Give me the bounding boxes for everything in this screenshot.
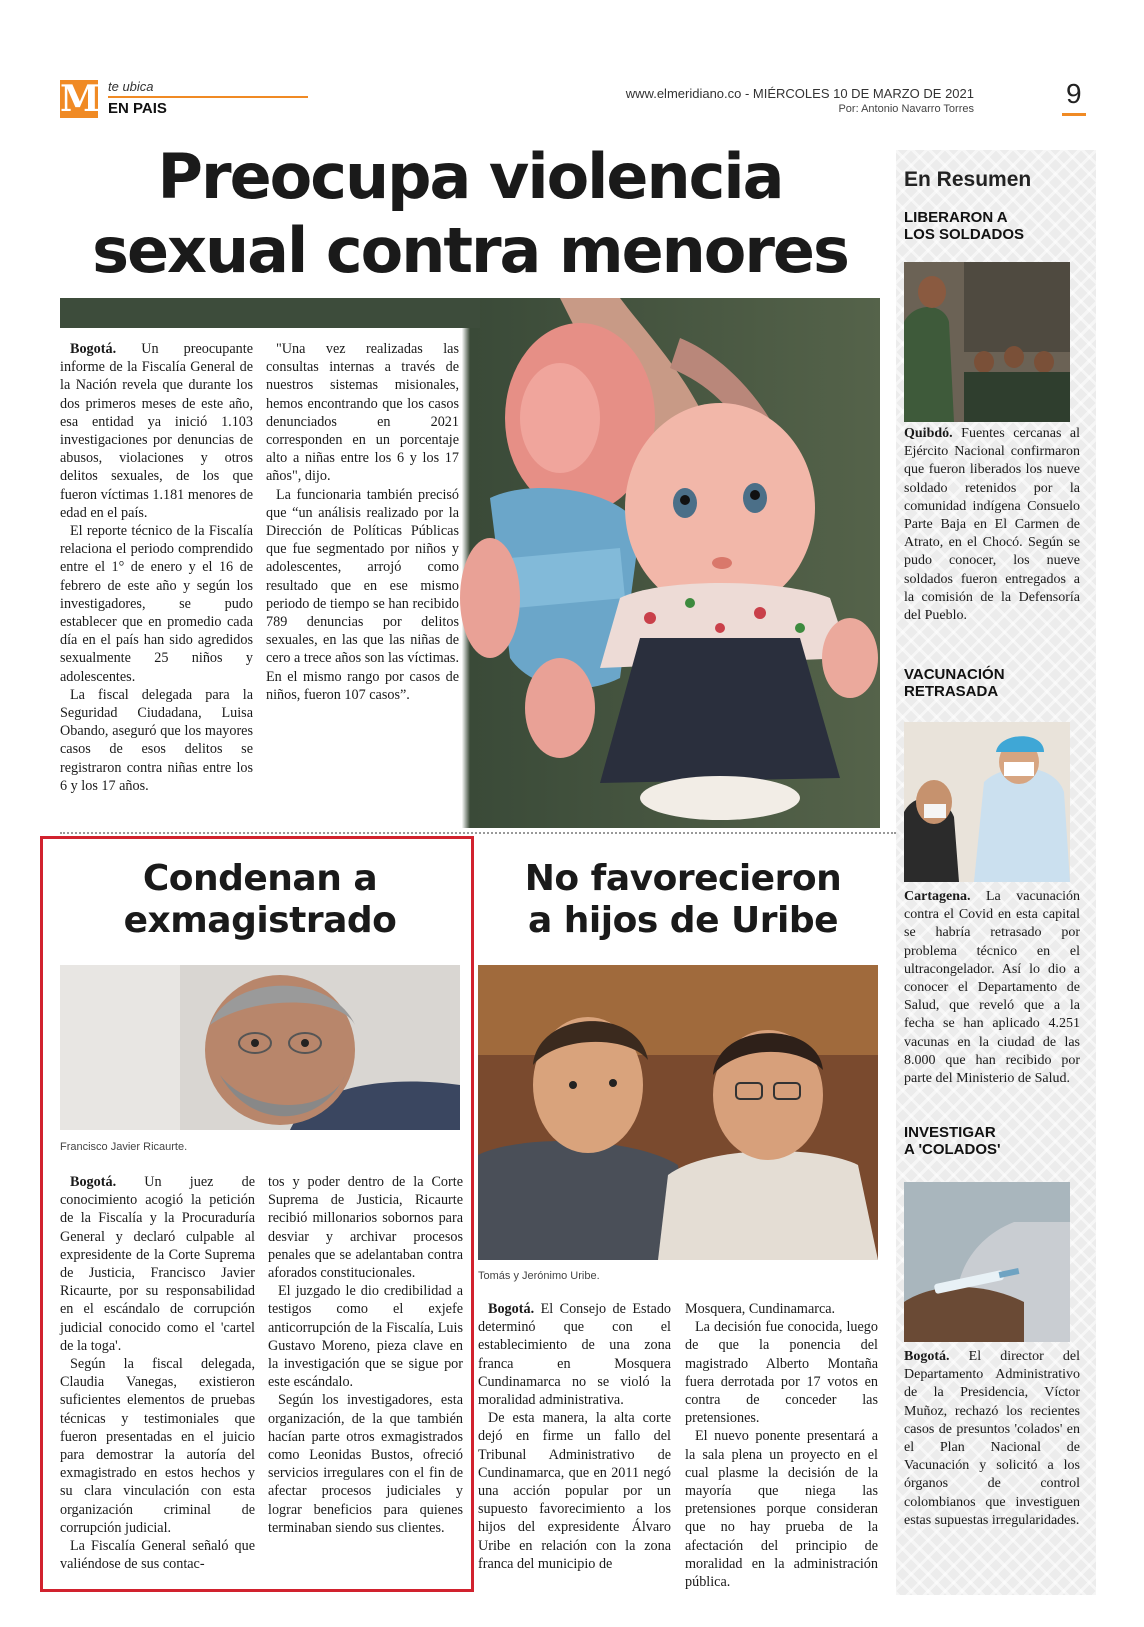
paragraph: tos y poder dentro de la Corte Suprema de Justicia, Ricaurte recibió millonarios sobornos para desviar y archivar procesos penales que se adelantaban contra aforados constitucionales. <box>268 1174 463 1282</box>
left-story-column-1 <box>60 1173 255 1573</box>
paragraph: El reporte técnico de la Fiscalía relaciona el periodo comprendido entre el 1° de enero y el 16 de febrero de este año y según los investigadores, se pudo establecer que en promedio cada día en el país han sido agredidos sexualmente 25 niños y adolescentes. <box>60 523 253 685</box>
left-story-column-2 <box>268 1173 463 1537</box>
section-divider <box>60 832 896 834</box>
dateline-place: Bogotá. <box>904 1349 950 1364</box>
left-headline-line1: Condenan a <box>142 858 378 899</box>
dateline-place: Quibdó. <box>904 426 953 441</box>
right-headline-line2: a hijos de Uribe <box>527 900 839 941</box>
paragraph: De esta manera, la alta corte dejó en firme un fallo del Tribunal Administrativo de Cundinamarca, que en 2011 negó una acción popular por un supuesto favorecimiento a los hijos del expresidente Álvaro Uribe en relación con la zona franca del municipio de <box>478 1410 671 1572</box>
uribe-sons-photo <box>478 965 878 1260</box>
heading-line: RETRASADA <box>904 683 999 700</box>
judge-photo <box>60 965 460 1130</box>
heading-line: LOS SOLDADOS <box>904 226 1025 243</box>
soldiers-photo <box>904 262 1070 422</box>
dateline-place: Bogotá. <box>70 1174 117 1190</box>
right-story-headline <box>478 858 888 942</box>
dateline-place: Cartagena. <box>904 889 971 904</box>
right-headline-line1: No favorecieron <box>524 858 842 899</box>
dateline-place: Bogotá. <box>488 1301 535 1317</box>
paragraph-text: El Consejo de Estado determinó que con el establecimiento de una zona franca en Mosquera Cundinamarca no se violó la moralidad administrativa. <box>478 1301 672 1409</box>
heading-line: LIBERARON A <box>904 209 1008 226</box>
sidebar-item-heading <box>904 1124 1001 1158</box>
sidebar-title: En Resumen <box>904 168 1032 191</box>
heading-line: VACUNACIÓN <box>904 666 1005 683</box>
paragraph <box>60 340 253 522</box>
paragraph: El juzgado le dio credibilidad a testigos como el exjefe anticorrupción de la Fiscalía, Luis Gustavo Moreno, pieza clave en la investigación que se sigue por este escándalo. <box>268 1283 463 1391</box>
sidebar-item-text <box>904 1348 1080 1530</box>
main-story-column-1 <box>60 340 253 795</box>
section-kicker: te ubica <box>108 79 154 94</box>
paragraph-text: Un preocupante informe de la Fiscalía General de la Nación revela que durante los dos primeros meses de este año, esa entidad ya inició 1.103 investigaciones por denuncias de abusos, violaciones y otros delitos sexuales, de los que fueron víctimas 1.181 menores de edad en el país. <box>60 341 253 521</box>
paragraph: "Una vez realizadas las consultas internas a través de nuestros sistemas misionales, hemos encontrando que los casos denunciados en 2021 corresponden en un porcentaje alto a niñas entre los 6 y los 17 años", dijo. <box>266 341 459 485</box>
page-number: 9 <box>1066 78 1082 109</box>
dateline: www.elmeridiano.co - MIÉRCOLES 10 DE MARZO DE 2021 <box>625 86 974 101</box>
left-headline-line2: exmagistrado <box>123 900 397 941</box>
main-headline <box>60 140 880 288</box>
main-headline-line2: sexual contra menores <box>92 214 848 287</box>
paragraph-text: La vacunación contra el Covid en esta capital se habría retrasado por problema técnico en el ultracongelador. Así lo dio a conocer el Departamento de Salud, que reveló que a la fecha se han aplicado 4.251 vacunas en la ciudad de las 8.000 que han recibido por parte del Ministerio de Salud. <box>904 889 1081 1087</box>
paragraph <box>60 1173 255 1355</box>
left-story-headline <box>60 858 460 942</box>
paragraph: La fiscal delegada para la Seguridad Ciudadana, Luisa Obando, aseguró que los mayores casos de esos delitos se registraron contra niñas entre los 6 y los 17 años. <box>60 686 253 794</box>
main-story-column-2 <box>266 340 459 704</box>
paragraph <box>478 1300 671 1409</box>
paragraph: Según los investigadores, esta organización, de la que también hacían parte otros exmagistrados como Leonidas Bustos, ofreció servicios irregulares con el fin de afectar procesos judiciales y lograr beneficios para quienes terminaban siendo sus clientes. <box>268 1392 463 1536</box>
injection-photo <box>904 1182 1070 1342</box>
right-story-column-2 <box>685 1300 878 1591</box>
vaccination-photo <box>904 722 1070 882</box>
sidebar-item-text <box>904 425 1080 625</box>
section-rule <box>108 96 308 98</box>
sidebar-item-text <box>904 888 1080 1088</box>
judge-photo-caption: Francisco Javier Ricaurte. <box>60 1141 188 1153</box>
heading-line: A 'COLADOS' <box>904 1141 1001 1158</box>
vaccination-illustration <box>904 722 1070 882</box>
uribe-sons-caption: Tomás y Jerónimo Uribe. <box>478 1270 600 1282</box>
paragraph: La funcionaria también precisó que “un análisis realizado por la Dirección de Políticas Públicas que fue segmentado por niños y adolescentes, arrojó como resultado que en ese mismo periodo de tiempo se han recibido 789 denuncias por delitos sexuales, en las que las niñas de cero a trece años son las víctimas. En el mismo rango por casos de niños, fueron 107 casos”. <box>266 486 459 703</box>
paragraph-text: El director del Departamento Administrativo de la Presidencia, Víctor Muñoz, rechazó los recientes casos de presuntos 'colados' en el Plan Nacional de Vacunación y solicitó a los órganos de control colombianos que investiguen estas supuestas irregularidades. <box>904 1349 1080 1528</box>
section-name: EN PAIS <box>108 100 167 117</box>
right-story-column-1 <box>478 1300 671 1573</box>
uribe-sons-illustration <box>478 965 878 1260</box>
injection-illustration <box>904 1182 1070 1342</box>
soldiers-illustration <box>904 262 1070 422</box>
paragraph: El nuevo ponente presentará a la sala plena un proyecto en el cual plasme la decisión de la mayoría que niega las pretensiones porque consideran que no hay prueba de la afectación del principio de moralidad en la administración pública. <box>685 1428 878 1591</box>
paragraph: La decisión fue conocida, luego de que la ponencia del magistrado Alberto Montaña fuera derrotada por 17 votos en contra de conceder las pretensiones. <box>685 1319 878 1427</box>
sidebar-item-heading <box>904 209 1024 243</box>
paragraph: Según la fiscal delegada, Claudia Vanegas, existieron suficientes elementos de pruebas técnicas y testimoniales que fueron presentadas en el juicio para demostrar la autoría del exmagistrado en estos hechos y su clara vinculación con esta organización criminal de corrupción judicial. <box>60 1356 255 1536</box>
newspaper-logo: M <box>60 78 100 120</box>
main-headline-line1: Preocupa violencia <box>157 140 783 213</box>
page-number-rule <box>1062 113 1086 116</box>
paragraph-text: Fuentes cercanas al Ejército Nacional confirmaron que fueron liberados los nueve soldado retenidos por la comunidad indígena Consuelo Parte Baja en El Carmen de Atrato, en el Chocó. Según se pudo conocer, los nueve soldados fueron entregados a la comisión de la Defensoría del Pueblo. <box>904 426 1081 624</box>
dateline-place: Bogotá. <box>70 341 117 357</box>
paragraph: La Fiscalía General señaló que valiéndose de sus contac- <box>60 1538 255 1573</box>
byline: Por: Antonio Navarro Torres <box>838 103 974 115</box>
sidebar-item-heading <box>904 666 1005 700</box>
judge-portrait <box>60 965 460 1130</box>
paragraph: Mosquera, Cundinamarca. <box>685 1301 836 1317</box>
paragraph-text: Un juez de conocimiento acogió la petición de la Fiscalía y la Procuraduría General y declaró culpable al expresidente de la Corte Suprema de Justicia, Francisco Javier Ricaurte, por su responsabilidad en el escándalo de corrupción judicial conocido como el 'cartel de la toga'. <box>60 1174 255 1354</box>
heading-line: INVESTIGAR <box>904 1124 996 1141</box>
